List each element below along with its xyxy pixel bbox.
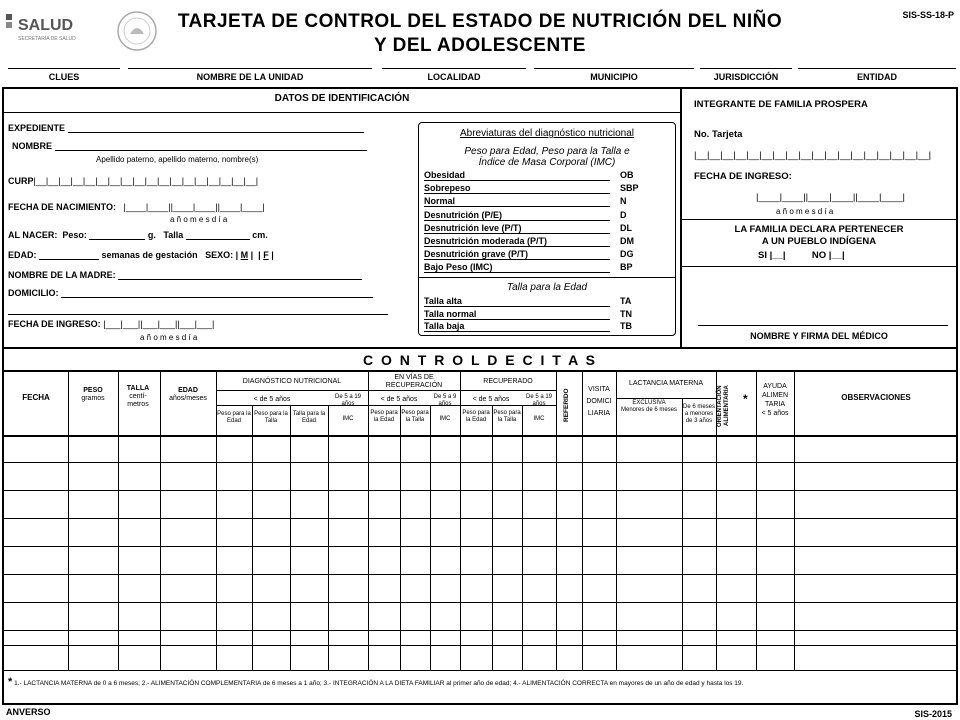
diag-peso-edad: Peso para la Edad: [217, 411, 251, 424]
abbr-item-label: Sobrepeso: [424, 183, 471, 194]
talla-item-label: Talla baja: [424, 321, 465, 331]
rec-imc: IMC: [533, 416, 545, 422]
prospera-fecha-label: FECHA DE INGRESO:: [694, 171, 792, 182]
col-orientacion: ORIENTACIÓN ALIMENTARIA: [717, 385, 730, 427]
indigena-options[interactable]: SI |__| NO |__|: [758, 250, 845, 261]
identification-title: DATOS DE IDENTIFICACIÓN: [274, 93, 410, 104]
abbr-item-code: BP: [620, 262, 633, 273]
date-hint-2: a ñ o m e s d í a: [140, 333, 198, 342]
control-title: C O N T R O L D E C I T A S: [363, 352, 597, 368]
vias-menor5: < de 5 años: [380, 396, 418, 403]
title-line2: Y DEL ADOLESCENTE: [374, 35, 586, 56]
rec-peso-edad: Peso para la Edad: [462, 410, 490, 423]
diag-peso-talla: Peso para la Talla: [254, 411, 288, 424]
form-code: SIS-SS-18-P: [902, 10, 954, 20]
vias-imc: IMC: [439, 416, 451, 422]
abbr-item-code: N: [620, 196, 627, 207]
talla-item-label: Talla alta: [424, 296, 462, 306]
abbr-item-code: SBP: [620, 183, 639, 194]
prospera-title: INTEGRANTE DE FAMILIA PROSPERA: [694, 99, 868, 110]
talla-item-label: Talla normal: [424, 308, 477, 319]
rec-peso-talla: Peso para la Talla: [493, 410, 521, 423]
field-municipio[interactable]: MUNICIPIO: [590, 72, 638, 82]
abbr-item-code: D: [620, 209, 627, 220]
col-visita: VISITA DOMICI LIARIA: [586, 386, 612, 417]
vias-peso-talla: Peso para la Talla: [401, 410, 429, 423]
tarjeta-field[interactable]: |__|__|__|__|__|__|__|__|__|__|__|__|__|__|__|__|__|__|: [694, 150, 932, 161]
talla-item-code: TN: [620, 308, 632, 319]
abbr-item-code: DM: [620, 236, 634, 246]
tarjeta-label: No. Tarjeta: [694, 129, 743, 140]
abbr-item-label: Obesidad: [424, 170, 466, 180]
col-talla: TALLA centí- metros: [126, 385, 150, 408]
abbr-item-code: DG: [620, 249, 634, 260]
field-localidad[interactable]: LOCALIDAD: [427, 72, 481, 82]
page-title: [170, 10, 790, 58]
mexico-seal-icon: [116, 10, 158, 52]
domicilio-row[interactable]: DOMICILIO:: [8, 288, 373, 298]
diag-5a19: De 5 a 19 años: [334, 394, 362, 407]
svg-text:SECRETARÍA DE SALUD: SECRETARÍA DE SALUD: [18, 36, 76, 42]
col-ayuda: AYUDA ALIMEN TARIA < 5 años: [761, 383, 789, 417]
prospera-fecha-field[interactable]: |____|____||____|____||____|____|: [756, 192, 906, 203]
nombre-hint: Apellido paterno, apellido materno, nombre(s): [96, 155, 259, 164]
col-fecha: FECHA: [22, 393, 50, 402]
abbr-item-label: Desnutrición moderada (P/T): [424, 236, 548, 246]
fecha-nacimiento-row[interactable]: FECHA DE NACIMIENTO: |____|____||____|____||____|____|: [8, 202, 265, 212]
prospera-date-hint: a ñ o m e s d í a: [776, 207, 834, 216]
vias-peso-edad: Peso para la Edad: [370, 410, 398, 423]
abbr-item-code: OB: [620, 170, 634, 180]
al-nacer-row[interactable]: AL NACER: Peso: g. Talla cm.: [8, 230, 268, 240]
fecha-ingreso-row[interactable]: FECHA DE INGRESO: |___|___||___|___||___|___|: [8, 319, 215, 329]
col-edad: EDAD años/meses: [169, 387, 207, 402]
vias-5a9: De 5 a 9 años: [433, 394, 457, 407]
footnote: * 1.- LACTANCIA MATERNA de 0 a 6 meses; 2.- ALIMENTACIÓN COMPLEMENTARIA de 6 meses a 1 año; 3.- INTEGRACIÓN A LA DIETA FAMILIAR al primer año de edad; 4.- ALIMENTACIÓN CORRECTA en mayores de un año de edad y hasta los 19.: [8, 676, 744, 688]
abbr-item-label: Desnutrición leve (P/T): [424, 222, 522, 233]
sexo-m-option[interactable]: M: [240, 250, 249, 260]
col-en-vias: EN VÍAS DE RECUPERACIÓN: [385, 374, 443, 389]
expediente-row[interactable]: EXPEDIENTE: [8, 123, 364, 133]
salud-logo: [6, 10, 106, 46]
abbr-item-label: Desnutrición grave (P/T): [424, 249, 529, 260]
curp-row[interactable]: CURP|__|__|__|__|__|__|__|__|__|__|__|__|__|__|__|__|__|__|: [8, 176, 259, 186]
col-observaciones: OBSERVACIONES: [841, 393, 911, 402]
diag-imc: IMC: [342, 416, 354, 422]
abbr-item-code: DL: [620, 222, 632, 233]
footer-side: ANVERSO: [6, 707, 51, 717]
sexo-f-option[interactable]: F: [263, 250, 269, 260]
col-diagnostico: DIAGNÓSTICO NUTRICIONAL: [242, 378, 342, 385]
lactancia-6meses: De 6 meses a menores de 3 años: [682, 404, 715, 424]
col-recuperado: RECUPERADO: [483, 378, 533, 385]
diag-menor5: < de 5 años: [253, 396, 291, 403]
date-hint: a ñ o m e s d í a: [170, 215, 228, 224]
abbr-item-label: Bajo Peso (IMC): [424, 262, 493, 273]
field-clues[interactable]: CLUES: [48, 72, 80, 82]
medico-firma[interactable]: NOMBRE Y FIRMA DEL MÉDICO: [750, 331, 888, 341]
footer-code: SIS-2015: [914, 709, 952, 719]
lactancia-exclusiva: EXCLUSIVA Menores de 6 meses: [620, 400, 678, 413]
talla-item-code: TA: [620, 296, 632, 306]
rec-menor5: < de 5 años: [472, 396, 510, 403]
madre-row[interactable]: NOMBRE DE LA MADRE:: [8, 270, 362, 280]
nombre-row[interactable]: NOMBRE: [12, 141, 367, 151]
abbreviations-subtitle: Peso para Edad, Peso para la Talla e Índice de Masa Corporal (IMC): [464, 146, 630, 168]
field-entidad[interactable]: ENTIDAD: [857, 72, 897, 82]
col-lactancia: LACTANCIA MATERNA: [628, 380, 704, 387]
title-line1: TARJETA DE CONTROL DEL ESTADO DE NUTRICIÓN DEL NIÑO: [177, 11, 783, 32]
col-peso: PESO gramos: [81, 387, 105, 402]
edad-row[interactable]: EDAD: semanas de gestación SEXO: | M | | F |: [8, 250, 274, 260]
orientacion-asterisk: *: [743, 392, 748, 406]
col-referido: REFERIDO: [563, 388, 570, 422]
abbr-item-label: Normal: [424, 196, 456, 207]
diag-talla-edad: Talla para la Edad: [292, 411, 326, 424]
svg-text:SALUD: SALUD: [18, 17, 74, 34]
field-jurisdiccion[interactable]: JURISDICCIÓN: [713, 72, 779, 82]
abbreviations-title: Abreviaturas del diagnóstico nutricional: [460, 128, 634, 139]
talla-edad-title: Talla para la Edad: [506, 282, 588, 293]
field-nombre-unidad[interactable]: NOMBRE DE LA UNIDAD: [196, 72, 304, 82]
abbr-item-label: Desnutrición (P/E): [424, 209, 503, 220]
rec-5a19: De 5 a 19 años: [525, 394, 553, 407]
talla-item-code: TB: [620, 321, 632, 331]
indigena-label: LA FAMILIA DECLARA PERTENECER A UN PUEBLO INDÍGENA: [734, 224, 904, 247]
